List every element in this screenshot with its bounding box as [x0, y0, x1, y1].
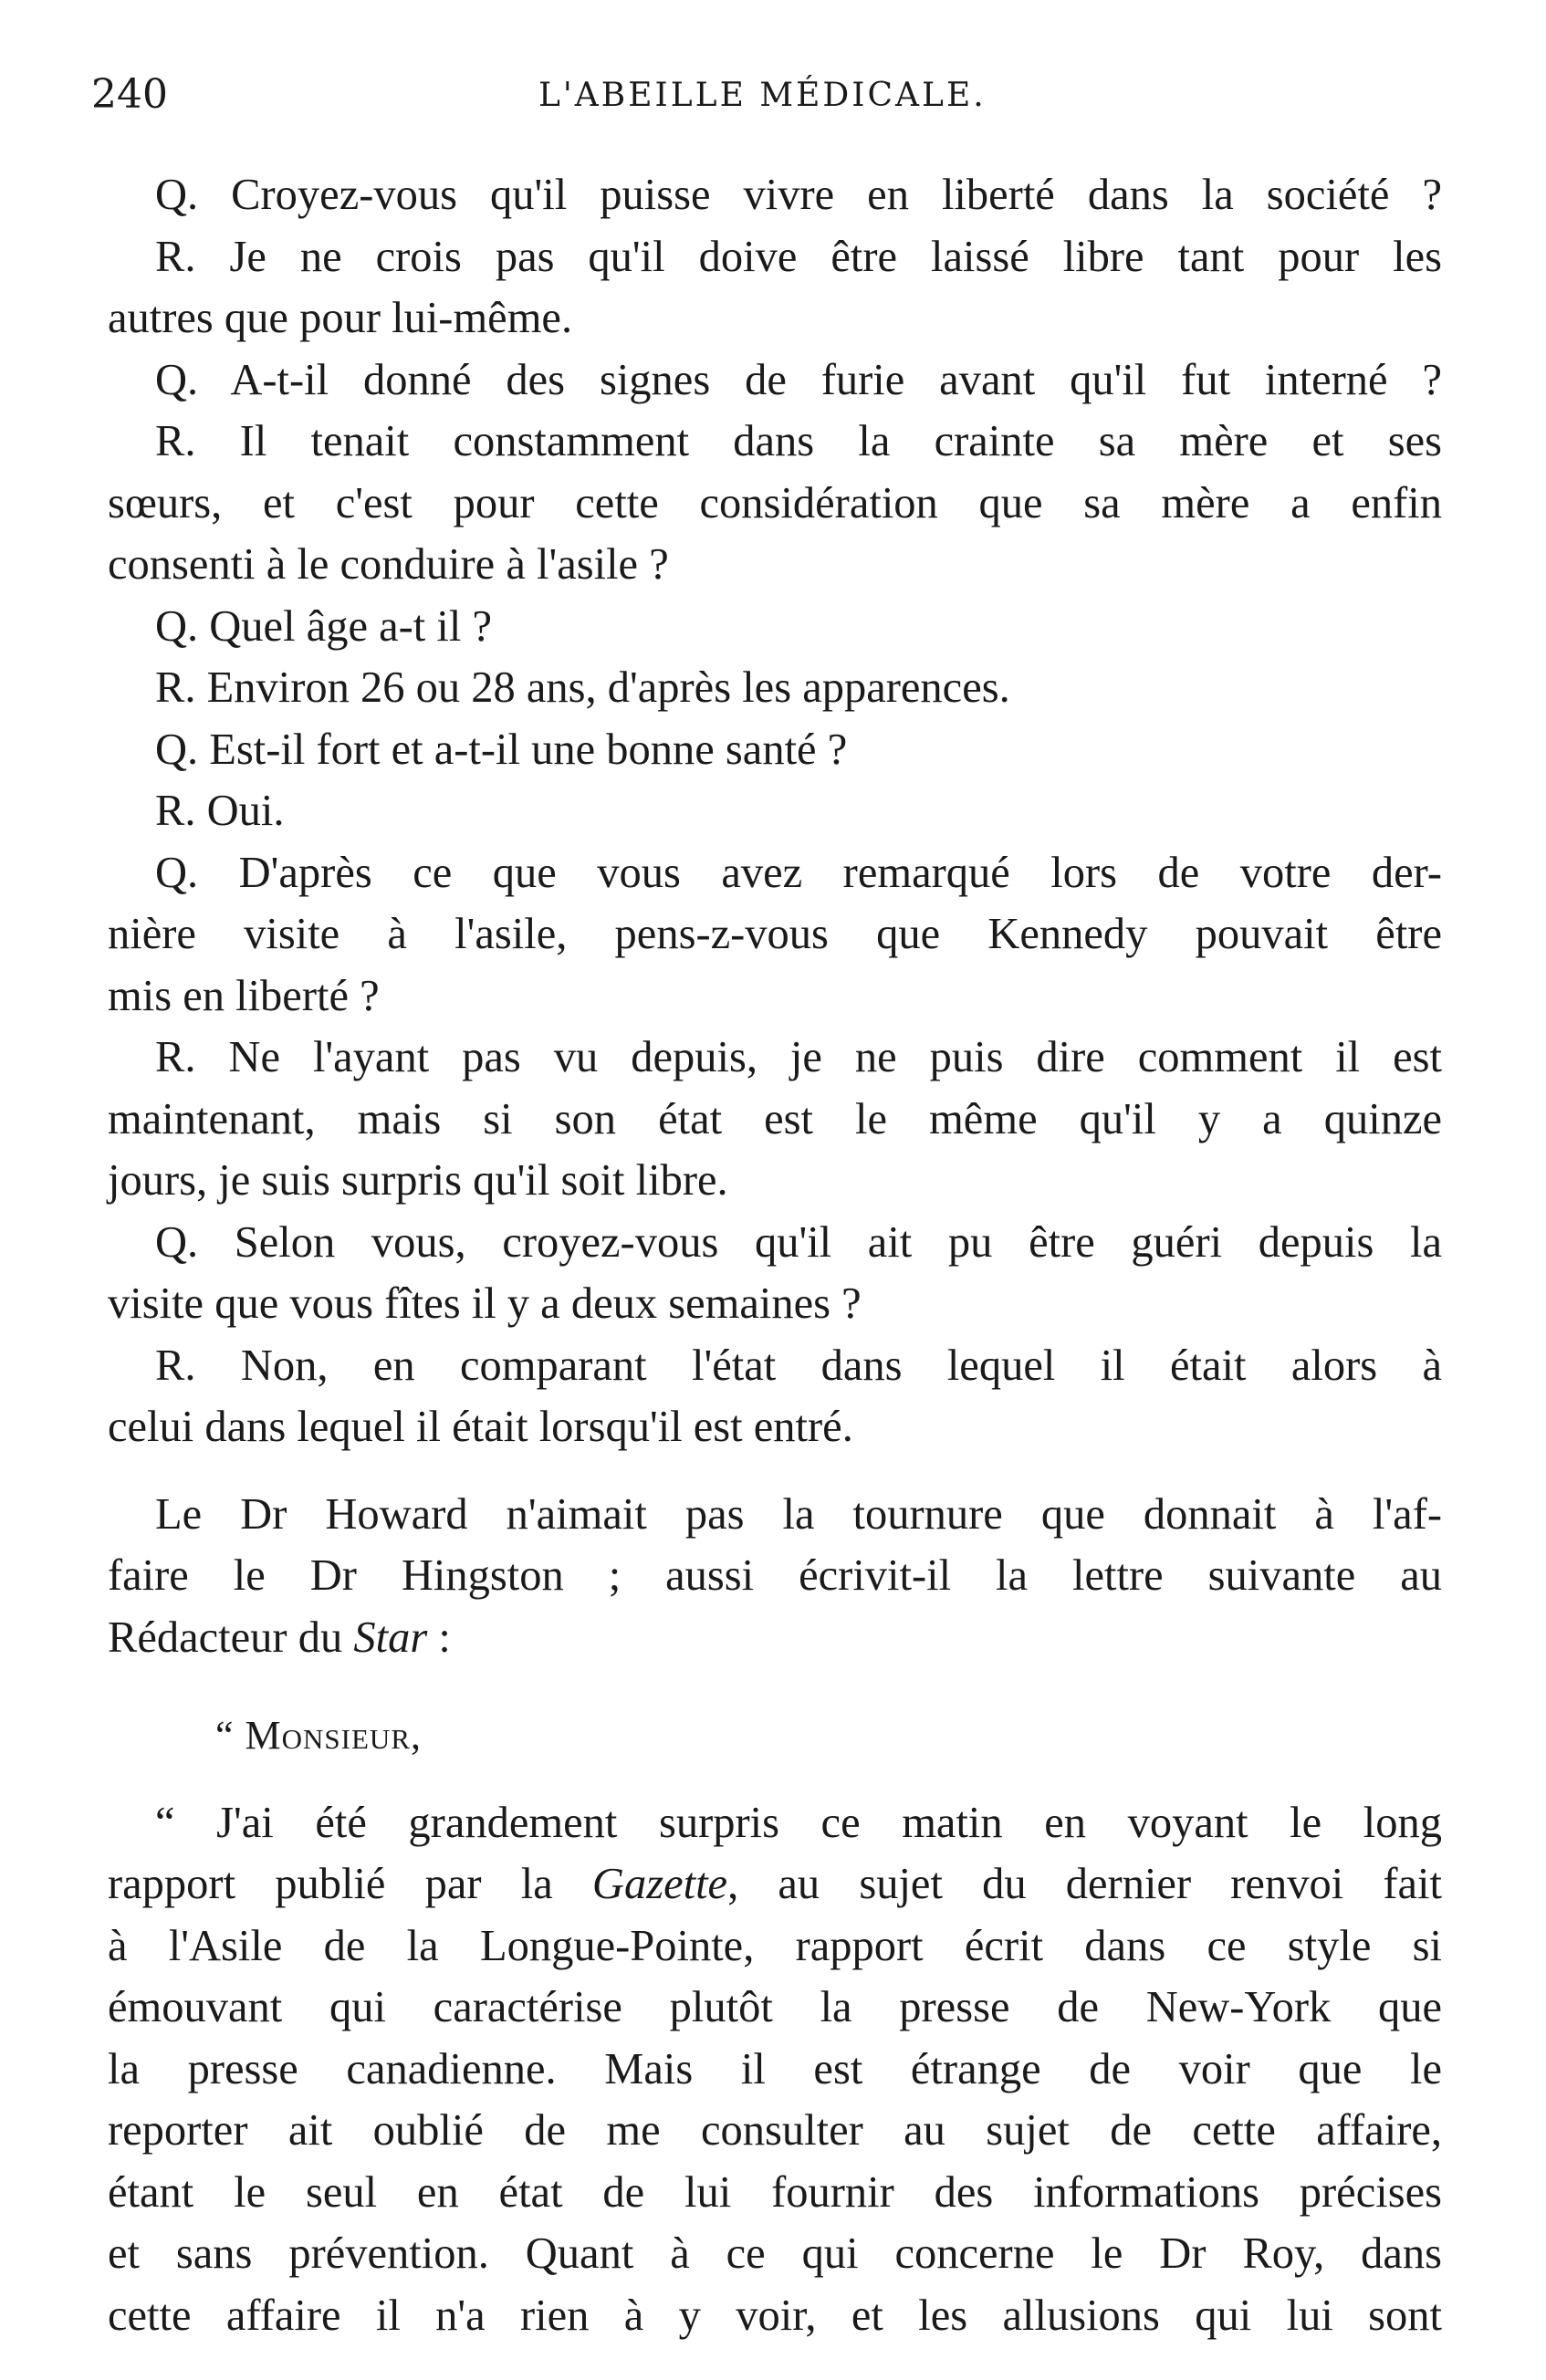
text-line: “ J'ai été grandement surpris ce matin en voyant le long	[155, 1798, 1442, 1847]
text-line: visite que vous fîtes il y a deux semaines ?	[108, 1279, 862, 1328]
text-line: faire le Dr Hingston ; aussi écrivit-il la lettre suivante au	[108, 1551, 1442, 1600]
text-line: Q. Est-il fort et a-t-il une bonne santé ?	[155, 725, 848, 774]
text-line: Q. Quel âge a-t il ?	[155, 601, 492, 651]
text-line: R. Non, en comparant l'état dans lequel il était alors à	[155, 1341, 1442, 1390]
paragraph-gap	[108, 1668, 1442, 1705]
text-line: consenti à le conduire à l'asile ?	[108, 540, 669, 589]
text-line	[108, 1853, 1442, 1915]
italic-title: Star	[353, 1613, 428, 1662]
text-run: :	[427, 1613, 451, 1662]
text-run: , au sujet du dernier renvoi fait	[727, 1860, 1442, 1908]
text-line	[108, 1607, 1442, 1669]
body-text	[108, 164, 1442, 2346]
text-line: Le Dr Howard n'aimait pas la tournure que donnait à l'af-	[155, 1489, 1442, 1539]
text-line: reporter ait oublié de me consulter au sujet de cette affaire,	[108, 2106, 1442, 2155]
text-line: celui dans lequel il était lorsqu'il est entré.	[108, 1403, 853, 1451]
text-line: autres que pour lui-même.	[108, 294, 573, 342]
paragraph-gap	[108, 1767, 1442, 1792]
text-line: cette affaire il n'a rien à y voir, et les allusions qui lui sont	[108, 2291, 1442, 2340]
text-line: R. Je ne crois pas qu'il doive être laissé libre tant pour les	[155, 232, 1442, 281]
running-header	[91, 71, 1442, 126]
text-line: émouvant qui caractérise plutôt la presse de New-York que	[108, 1983, 1442, 2031]
text-line: Q. A-t-il donné des signes de furie avant qu'il fut interné ?	[155, 355, 1442, 404]
text-line: nière visite à l'asile, pens-z-vous que Kennedy pouvait être	[108, 910, 1442, 958]
text-run: Rédacteur du	[108, 1613, 354, 1662]
text-line: mis en liberté ?	[108, 971, 380, 1020]
italic-title: Gazette	[591, 1860, 728, 1908]
text-line: jours, je suis surpris qu'il soit libre.	[108, 1156, 728, 1205]
text-line: à l'Asile de la Longue-Pointe, rapport écrit dans ce style si	[108, 1921, 1442, 1970]
text-line: R. Il tenait constamment dans la crainte sa mère et ses	[155, 417, 1442, 465]
text-line: la presse canadienne. Mais il est étrange de voir que le	[108, 2044, 1442, 2093]
text-line: et sans prévention. Quant à ce qui concerne le Dr Roy, dans	[108, 2229, 1442, 2278]
text-line: Q. Croyez-vous qu'il puisse vivre en liberté dans la société ?	[155, 171, 1442, 219]
text-line: sœurs, et c'est pour cette considération que sa mère a enfin	[108, 478, 1442, 527]
text-line: R. Environ 26 ou 28 ans, d'après les apparences.	[155, 663, 1010, 712]
text-line: R. Ne l'ayant pas vu depuis, je ne puis dire comment il est	[155, 1033, 1442, 1081]
text-line: R. Oui.	[155, 787, 285, 835]
running-title: L'ABEILLE MÉDICALE.	[538, 77, 987, 114]
text-line: maintenant, mais si son état est le même qu'il y a quinze	[108, 1094, 1442, 1143]
text-line: Q. D'après ce que vous avez remarqué lors de votre der-	[155, 848, 1442, 897]
paragraph-gap	[108, 1458, 1442, 1484]
text-run: rapport publié par la	[108, 1860, 592, 1908]
text-line: étant le seul en état de lui fournir des informations précises	[108, 2167, 1442, 2217]
letter-salutation: “ Monsieur,	[215, 1713, 422, 1758]
text-line: Q. Selon vous, croyez-vous qu'il ait pu être guéri depuis la	[155, 1217, 1442, 1267]
page-number: 240	[91, 71, 168, 118]
